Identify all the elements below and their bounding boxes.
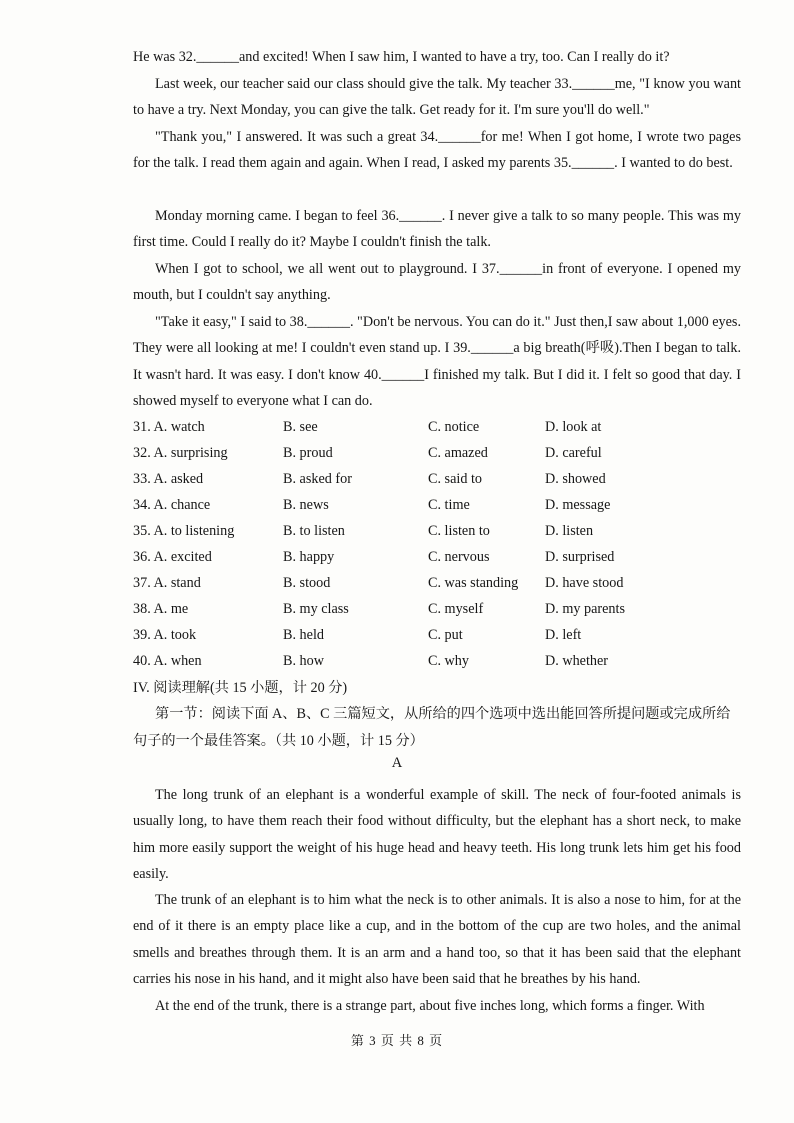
option-c: C. put bbox=[428, 627, 463, 643]
page-footer: 第 3 页 共 8 页 bbox=[350, 1033, 444, 1048]
option-a: 40. A. when bbox=[133, 653, 202, 669]
option-b: B. proud bbox=[283, 445, 333, 461]
answer-options bbox=[133, 414, 741, 674]
option-c: C. listen to bbox=[428, 523, 490, 539]
option-c: C. myself bbox=[428, 601, 484, 617]
option-a: 37. A. stand bbox=[133, 575, 201, 591]
option-row-32 bbox=[133, 440, 741, 466]
passage-letter: A bbox=[391, 755, 403, 771]
option-row-37 bbox=[133, 570, 741, 596]
option-b: B. happy bbox=[283, 549, 335, 565]
option-row-31 bbox=[133, 414, 741, 440]
option-a: 34. A. chance bbox=[133, 497, 211, 513]
option-a: 32. A. surprising bbox=[133, 445, 228, 461]
option-row-35 bbox=[133, 518, 741, 544]
option-c: C. time bbox=[428, 497, 470, 513]
option-a: 36. A. excited bbox=[133, 549, 212, 565]
reading-paragraph-2: The trunk of an elephant is to him what the neck is to other animals. It is also a nose to him, for at the end of it there is an empty place like a cup, and in the bottom of the cup are two holes, and the animal smells and breathes through them. It is an arm and a hand too, so that it has been said that the elephant carries his nose in his hand, and it might also have been said that he breathes by his hand. bbox=[133, 892, 741, 988]
option-d: D. listen bbox=[545, 523, 594, 539]
option-b: B. news bbox=[283, 497, 329, 513]
cloze-paragraph-3: "Thank you," I answered. It was such a great 34.______for me! When I got home, I wrote two pages for the talk. I read them again and again. When I read, I asked my parents 35.______. I wanted to do best. bbox=[133, 129, 741, 172]
option-b: B. how bbox=[283, 653, 324, 669]
reading-paragraph-1: The long trunk of an elephant is a wonderful example of skill. The neck of four-footed animals is usually long, to have them reach their food without difficulty, but the elephant has a short neck, to make him more easily support the weight of his huge head and heavy teeth. His long trunk lets him get his food easily. bbox=[133, 787, 741, 883]
option-d: D. message bbox=[545, 497, 611, 513]
option-d: D. have stood bbox=[545, 575, 624, 591]
option-d: D. surprised bbox=[545, 549, 615, 565]
option-a: 38. A. me bbox=[133, 601, 189, 617]
section-instruction: 第一节：阅读下面 A、B、C 三篇短文，从所给的四个选项中选出能回答所提问题或完成所给句子的一个最佳答案。（共 10 小题，计 15 分） bbox=[133, 706, 731, 749]
option-b: B. stood bbox=[283, 575, 331, 591]
option-b: B. to listen bbox=[283, 523, 345, 539]
option-b: B. see bbox=[283, 419, 318, 435]
option-d: D. showed bbox=[545, 471, 606, 487]
option-a: 31. A. watch bbox=[133, 419, 205, 435]
option-d: D. my parents bbox=[545, 601, 625, 617]
option-d: D. careful bbox=[545, 445, 602, 461]
option-d: D. whether bbox=[545, 653, 609, 669]
option-d: D. look at bbox=[545, 419, 602, 435]
option-c: C. amazed bbox=[428, 445, 488, 461]
option-b: B. my class bbox=[283, 601, 349, 617]
option-c: C. was standing bbox=[428, 575, 519, 591]
option-b: B. held bbox=[283, 627, 324, 643]
option-b: B. asked for bbox=[283, 471, 352, 487]
option-row-39 bbox=[133, 622, 741, 648]
cloze-paragraph-5: When I got to school, we all went out to playground. I 37.______in front of everyone. I opened my mouth, but I couldn't say anything. bbox=[133, 261, 741, 304]
section-heading: IV. 阅读理解(共 15 小题，计 20 分) bbox=[133, 680, 348, 696]
option-a: 35. A. to listening bbox=[133, 523, 235, 539]
option-row-38 bbox=[133, 596, 741, 622]
option-d: D. left bbox=[545, 627, 582, 643]
cloze-paragraph-4: Monday morning came. I began to feel 36.______. I never give a talk to so many people. This was my first time. Could I really do it? Maybe I couldn't finish the talk. bbox=[133, 208, 741, 251]
option-row-34 bbox=[133, 492, 741, 518]
option-c: C. nervous bbox=[428, 549, 490, 565]
option-c: C. said to bbox=[428, 471, 482, 487]
option-row-40 bbox=[133, 648, 741, 674]
option-row-36 bbox=[133, 544, 741, 570]
cloze-paragraph-6: "Take it easy," I said to 38.______. "Don't be nervous. You can do it." Just then,I saw about 1,000 eyes. They were all looking at me! I couldn't even stand up. I 39.______a big breath(呼吸).Then I began to talk. It wasn't hard. It was easy. I don't know 40.______I finished my talk. But I did it. I felt so good that day. I showed myself to everyone what I can do. bbox=[133, 314, 741, 410]
option-a: 39. A. took bbox=[133, 627, 197, 643]
option-a: 33. A. asked bbox=[133, 471, 204, 487]
option-row-33 bbox=[133, 466, 741, 492]
option-c: C. why bbox=[428, 653, 469, 669]
cloze-paragraph-2: Last week, our teacher said our class should give the talk. My teacher 33.______me, "I know you want to have a try. Next Monday, you can give the talk. Get ready for it. I'm sure you'll do well." bbox=[133, 76, 741, 119]
cloze-paragraph-1: He was 32.______and excited! When I saw him, I wanted to have a try, too. Can I really do it? bbox=[133, 49, 670, 65]
option-c: C. notice bbox=[428, 419, 480, 435]
reading-paragraph-3: At the end of the trunk, there is a strange part, about five inches long, which forms a finger. With bbox=[155, 998, 705, 1014]
